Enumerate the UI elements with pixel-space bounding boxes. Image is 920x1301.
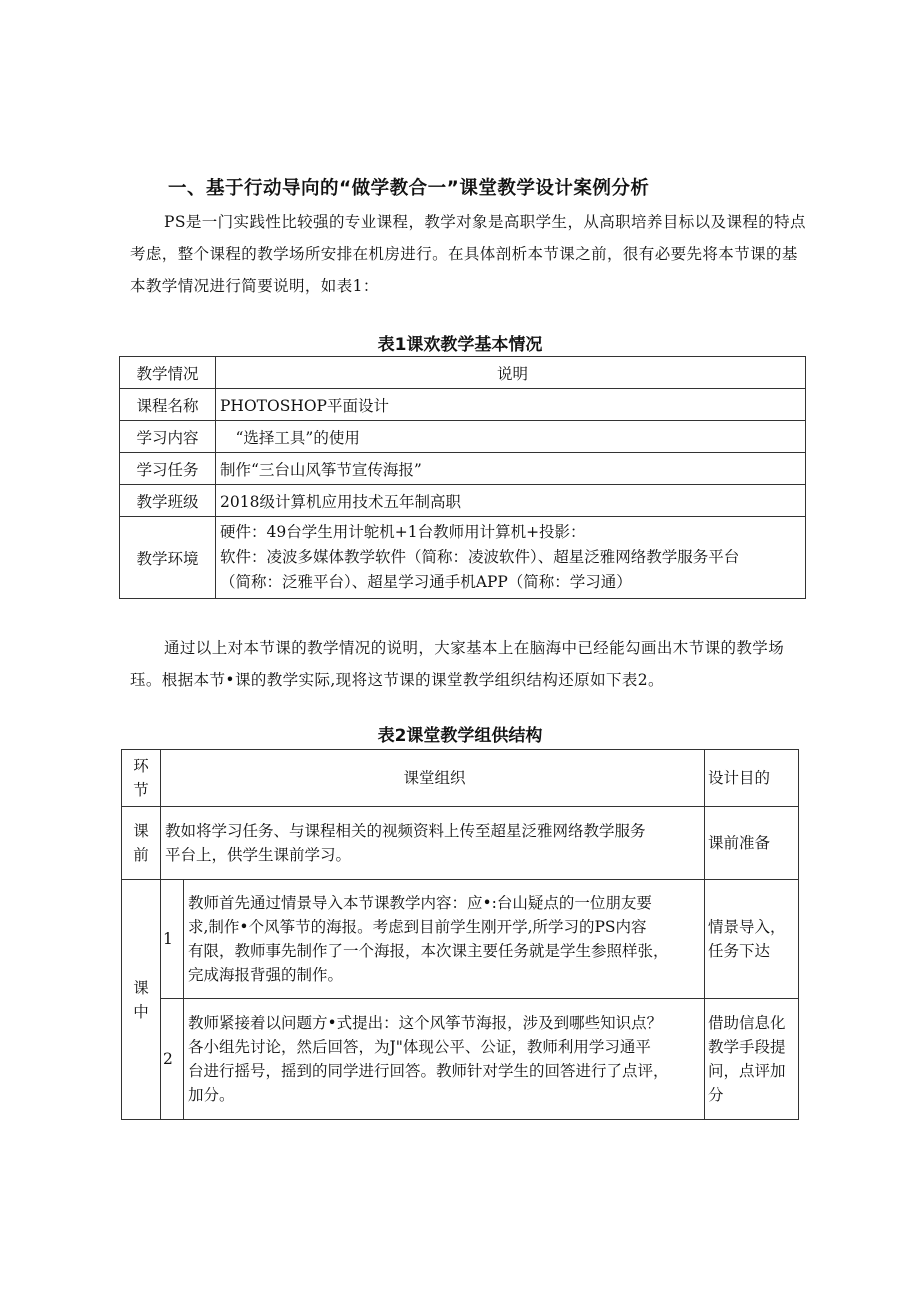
intro-paragraph: PS是一门实践性比较强的专业课程，教学对象是高职学生，从高职培养目标以及课程的特点考虑，整个课程的教学场所安排在机房进行。在具体剖析本节课之前，很有必要先将本节课的基本教学情况进行简要说明，如表1： [130, 213, 806, 295]
table-row [120, 453, 806, 485]
table-row [120, 517, 806, 599]
table-header-cell: 教学情况 [120, 357, 216, 389]
purpose-cell: 课前准备 [705, 807, 799, 880]
content-line: 平台上，供学生课前学习。 [165, 846, 352, 864]
stage-char: 前 [133, 846, 149, 864]
middle-paragraph: 通过以上对本节课的教学情况的说明，大家基本上在脑海中已经能勾画出木节课的教学场珏。根据本节•课的教学实际,现将这节课的课堂教学组织结构还原如下表2。 [130, 639, 785, 689]
structure-table [121, 749, 799, 1120]
table-row [120, 389, 806, 421]
env-line: 软件：凌波多媒体教学软件（简称：凌波软件）、超星泛雅网络教学服务平台 [220, 548, 740, 566]
purpose-cell [705, 999, 799, 1120]
table-row [120, 485, 806, 517]
table2-caption: 表2课堂教学组供结构 [377, 726, 543, 746]
purpose-line: 情景导入， [708, 918, 786, 936]
table-row [122, 807, 799, 880]
table1-caption: 表1课欢教学基本情况 [377, 335, 543, 355]
stage-cell [122, 807, 161, 880]
stage-char: 节 [133, 781, 149, 799]
row-label: 学习任务 [120, 453, 216, 485]
row-value [216, 517, 806, 599]
section-heading: 一、基于行动导向的“做学教合一”课堂教学设计案例分析 [168, 178, 650, 199]
org-header-cell: 课堂组织 [161, 750, 705, 807]
stage-char: 中 [133, 1002, 149, 1021]
content-cell [184, 880, 705, 999]
env-line: 硬件：49台学生用计鸵机+1台教师用计算机+投影： [220, 523, 586, 541]
item-number: 1 [161, 880, 184, 999]
stage-cell [122, 880, 161, 1120]
stage-char: 课 [133, 978, 149, 997]
stage-char: 课 [133, 822, 149, 840]
purpose-line: 问，点评加 [708, 1062, 786, 1080]
purpose-line: 教学手段提 [708, 1038, 786, 1056]
row-label: 课程名称 [120, 389, 216, 421]
content-line: 完成海报背强的制作。 [188, 966, 344, 984]
content-line: 教师紧接着以问题方•式提出：这个风筝节海报，涉及到哪些知识点？ [188, 1014, 663, 1032]
table-row [120, 357, 806, 389]
purpose-line: 借助信息化 [708, 1014, 786, 1032]
env-line: （简称：泛雅平台）、超星学习通手机APP（简称：学习通） [220, 573, 632, 591]
content-line: 教如将学习任务、与课程相关的视频资料上传至超星泛雅网络教学服务 [165, 822, 646, 840]
table-row [122, 750, 799, 807]
content-line: 教师首先通过情景导入本节课教学内容：应•:台山疑点的一位朋友要 [188, 894, 652, 912]
purpose-header-cell: 设计目的 [705, 750, 799, 807]
row-value: PHOTOSHOP平面设计 [216, 389, 806, 421]
table-row [120, 421, 806, 453]
row-value: “选择工具”的使用 [216, 421, 806, 453]
table-row [122, 999, 799, 1120]
content-line: 有限，教师事先制作了一个海报，本次课主要任务就是学生参照样张， [188, 942, 669, 960]
table-row [122, 880, 799, 999]
row-label: 学习内容 [120, 421, 216, 453]
content-line: 求,制作•个风筝节的海报。考虑到目前学生刚开学,所学习的PS内容 [188, 918, 647, 936]
basic-info-table [119, 356, 806, 599]
table-header-cell: 说明 [216, 357, 806, 389]
item-number: 2 [161, 999, 184, 1120]
purpose-line: 任务下达 [708, 942, 771, 960]
content-line: 加分。 [188, 1086, 235, 1104]
row-value: 2018级计算机应用技术五年制高职 [216, 485, 806, 517]
content-cell [161, 807, 705, 880]
row-label: 教学环境 [120, 517, 216, 599]
stage-header-cell [122, 750, 161, 807]
content-cell [184, 999, 705, 1120]
purpose-line: 分 [708, 1086, 724, 1104]
purpose-cell [705, 880, 799, 999]
content-line: 台进行摇号，摇到的同学进行回答。教师针对学生的回答进行了点评， [188, 1062, 669, 1080]
content-line: 各小组先讨论，然后回答，为J"体现公平、公证，教师利用学习通平 [188, 1038, 651, 1056]
stage-char: 环 [133, 757, 149, 775]
row-value: 制作“三台山风筝节宣传海报” [216, 453, 806, 485]
row-label: 教学班级 [120, 485, 216, 517]
